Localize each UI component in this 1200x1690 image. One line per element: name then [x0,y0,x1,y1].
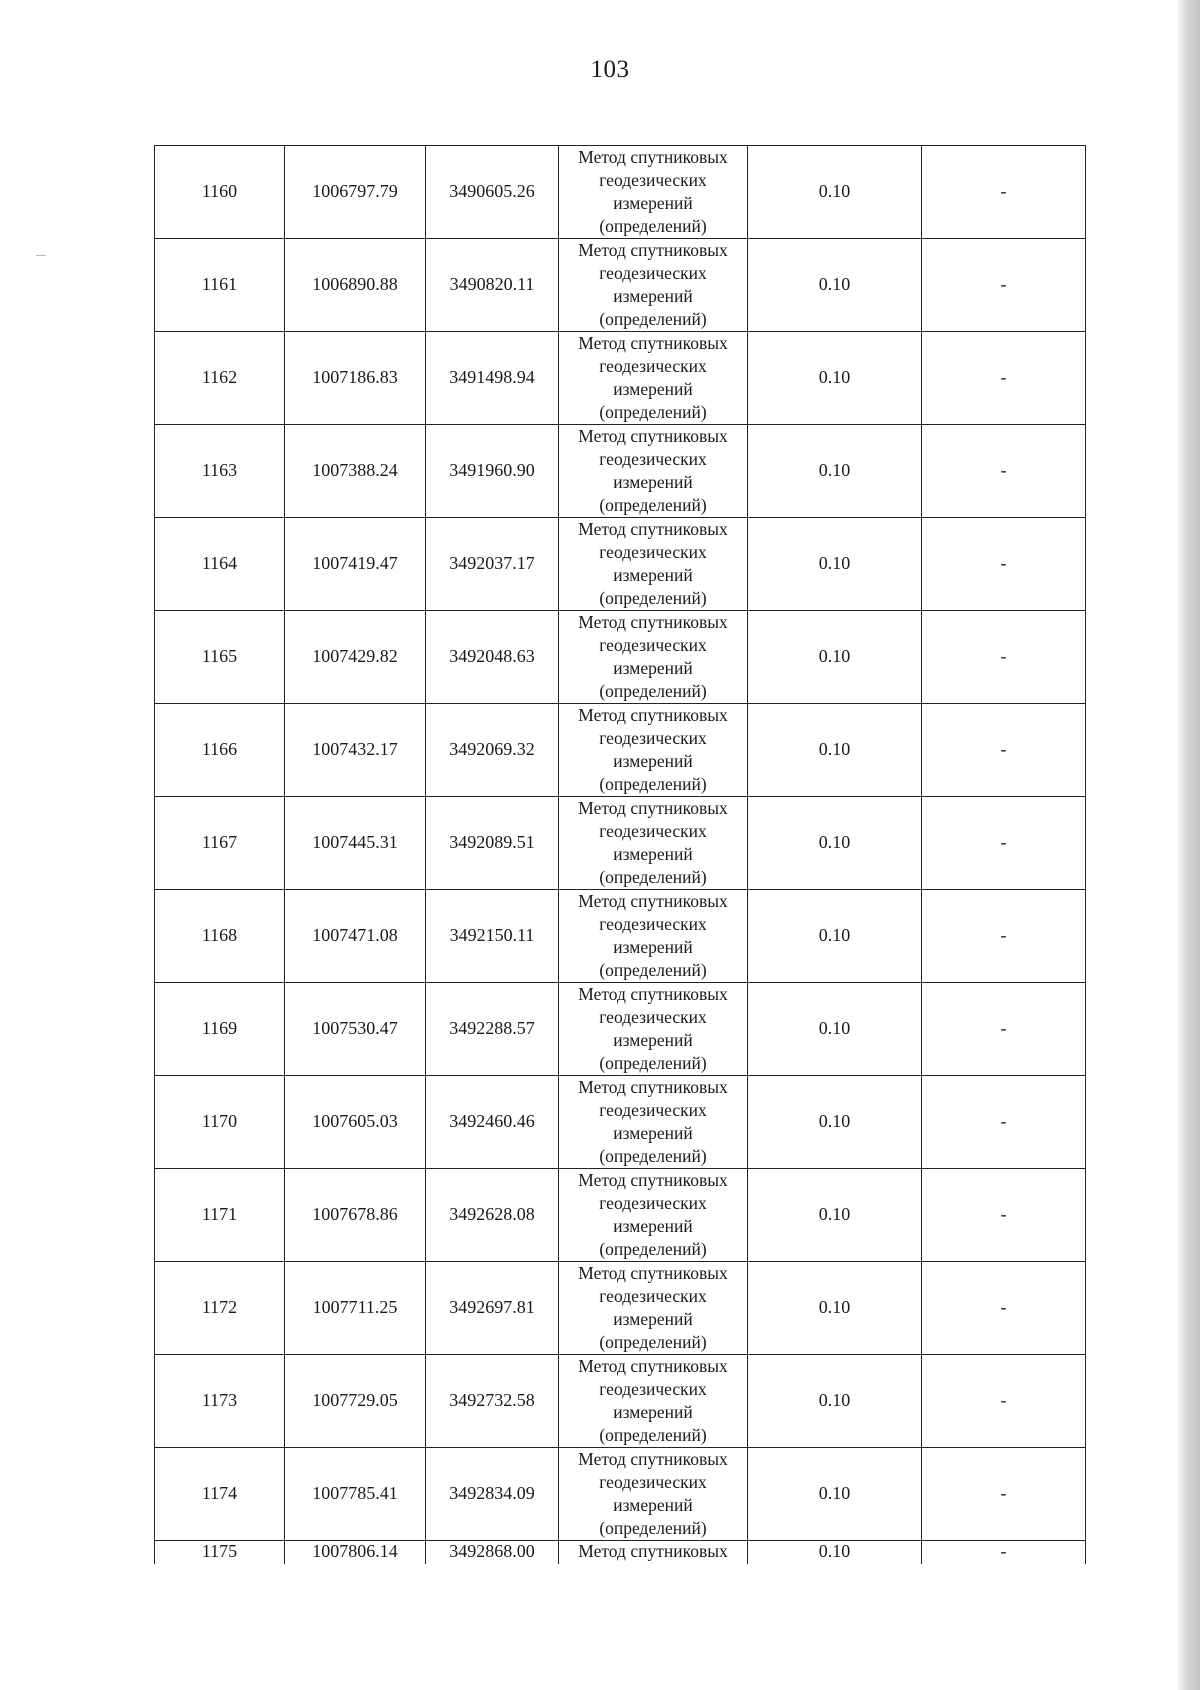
method-line: Метод спутниковых [578,891,728,911]
x-coordinate-cell: 1007432.17 [285,704,426,797]
point-number-cell: 1175 [155,1541,285,1565]
point-number-cell: 1163 [155,425,285,518]
method-line: (определений) [599,309,707,329]
x-coordinate-cell: 1007429.82 [285,611,426,704]
method-line: измерений [613,751,693,771]
accuracy-cell: 0.10 [748,1076,922,1169]
point-number-cell: 1171 [155,1169,285,1262]
method-line: измерений [613,1402,693,1422]
method-line: Метод спутниковых [578,333,728,353]
y-coordinate-cell: 3492069.32 [426,704,559,797]
method-line: измерений [613,193,693,213]
accuracy-cell: 0.10 [748,1355,922,1448]
method-line: (определений) [599,774,707,794]
point-number-cell: 1162 [155,332,285,425]
method-line: Метод спутниковых [578,240,728,260]
method-cell [559,1355,748,1448]
method-line: Метод спутниковых [578,705,728,725]
method-line: Метод спутниковых [578,1449,728,1469]
method-line: (определений) [599,867,707,887]
x-coordinate-cell: 1007530.47 [285,983,426,1076]
point-number-cell: 1169 [155,983,285,1076]
x-coordinate-cell: 1007785.41 [285,1448,426,1541]
note-cell: - [922,983,1086,1076]
table-row [155,425,1086,518]
method-line: геодезических [599,263,707,283]
y-coordinate-cell: 3491960.90 [426,425,559,518]
method-cell [559,518,748,611]
x-coordinate-cell: 1007471.08 [285,890,426,983]
accuracy-cell: 0.10 [748,1448,922,1541]
note-cell: - [922,1448,1086,1541]
accuracy-cell: 0.10 [748,146,922,239]
method-cell [559,425,748,518]
x-coordinate-cell: 1007186.83 [285,332,426,425]
point-number-cell: 1164 [155,518,285,611]
table-body [155,146,1086,1565]
method-line: измерений [613,1030,693,1050]
accuracy-cell: 0.10 [748,983,922,1076]
method-line: (определений) [599,1518,707,1538]
method-line: геодезических [599,1472,707,1492]
table-row [155,611,1086,704]
method-cell [559,797,748,890]
accuracy-cell: 0.10 [748,425,922,518]
method-cell [559,704,748,797]
scan-artifact [36,255,46,256]
y-coordinate-cell: 3492048.63 [426,611,559,704]
method-line: геодезических [599,821,707,841]
table-row [155,239,1086,332]
table-row [155,890,1086,983]
y-coordinate-cell: 3492037.17 [426,518,559,611]
y-coordinate-cell: 3491498.94 [426,332,559,425]
method-line: геодезических [599,542,707,562]
y-coordinate-cell: 3492089.51 [426,797,559,890]
accuracy-cell: 0.10 [748,239,922,332]
x-coordinate-cell: 1007711.25 [285,1262,426,1355]
table-row [155,1355,1086,1448]
method-line: измерений [613,937,693,957]
method-line: Метод спутниковых [578,1263,728,1283]
note-cell: - [922,797,1086,890]
method-line: (определений) [599,495,707,515]
note-cell: - [922,1355,1086,1448]
table-row [155,1169,1086,1262]
x-coordinate-cell: 1007445.31 [285,797,426,890]
x-coordinate-cell: 1007419.47 [285,518,426,611]
point-number-cell: 1166 [155,704,285,797]
y-coordinate-cell: 3492150.11 [426,890,559,983]
method-line: геодезических [599,635,707,655]
method-cell [559,1541,748,1565]
method-line: измерений [613,844,693,864]
method-line: Метод спутниковых [578,1356,728,1376]
point-number-cell: 1174 [155,1448,285,1541]
table-row [155,1541,1086,1565]
method-cell [559,1169,748,1262]
note-cell: - [922,332,1086,425]
method-line: (определений) [599,681,707,701]
note-cell: - [922,1076,1086,1169]
y-coordinate-cell: 3492868.00 [426,1541,559,1565]
method-cell [559,239,748,332]
method-line: Метод спутниковых [578,426,728,446]
table-row [155,983,1086,1076]
note-cell: - [922,890,1086,983]
method-line: геодезических [599,1193,707,1213]
method-line: Метод спутниковых [578,1170,728,1190]
accuracy-cell: 0.10 [748,797,922,890]
point-number-cell: 1165 [155,611,285,704]
table-row [155,518,1086,611]
method-line: Метод спутниковых [578,1541,728,1561]
method-line: (определений) [599,1146,707,1166]
method-line: геодезических [599,1007,707,1027]
point-number-cell: 1167 [155,797,285,890]
method-line: геодезических [599,449,707,469]
point-number-cell: 1168 [155,890,285,983]
method-line: геодезических [599,914,707,934]
table-row [155,146,1086,239]
method-line: Метод спутниковых [578,519,728,539]
method-line: измерений [613,565,693,585]
y-coordinate-cell: 3492628.08 [426,1169,559,1262]
method-line: геодезических [599,1379,707,1399]
point-number-cell: 1161 [155,239,285,332]
note-cell: - [922,425,1086,518]
method-line: измерений [613,286,693,306]
note-cell: - [922,1541,1086,1565]
method-cell [559,611,748,704]
page-number: 103 [590,56,630,83]
point-number-cell: 1160 [155,146,285,239]
accuracy-cell: 0.10 [748,1169,922,1262]
x-coordinate-cell: 1007806.14 [285,1541,426,1565]
note-cell: - [922,1169,1086,1262]
point-number-cell: 1170 [155,1076,285,1169]
method-line: измерений [613,1123,693,1143]
accuracy-cell: 0.10 [748,1541,922,1565]
method-line: измерений [613,1216,693,1236]
note-cell: - [922,611,1086,704]
method-line: геодезических [599,728,707,748]
table-row [155,332,1086,425]
y-coordinate-cell: 3492460.46 [426,1076,559,1169]
coordinates-table [154,145,1086,1564]
method-line: геодезических [599,356,707,376]
method-line: (определений) [599,1239,707,1259]
method-line: Метод спутниковых [578,147,728,167]
accuracy-cell: 0.10 [748,1262,922,1355]
y-coordinate-cell: 3490605.26 [426,146,559,239]
y-coordinate-cell: 3490820.11 [426,239,559,332]
table-row [155,797,1086,890]
x-coordinate-cell: 1007388.24 [285,425,426,518]
point-number-cell: 1172 [155,1262,285,1355]
method-line: геодезических [599,1286,707,1306]
y-coordinate-cell: 3492697.81 [426,1262,559,1355]
table-row [155,1262,1086,1355]
method-line: измерений [613,472,693,492]
scan-page-edge [1178,0,1200,1690]
table-row [155,1448,1086,1541]
method-line: (определений) [599,1425,707,1445]
method-cell [559,1262,748,1355]
method-cell [559,332,748,425]
accuracy-cell: 0.10 [748,704,922,797]
method-cell [559,1076,748,1169]
x-coordinate-cell: 1007605.03 [285,1076,426,1169]
y-coordinate-cell: 3492732.58 [426,1355,559,1448]
method-line: измерений [613,379,693,399]
y-coordinate-cell: 3492288.57 [426,983,559,1076]
method-line: Метод спутниковых [578,612,728,632]
method-cell [559,1448,748,1541]
x-coordinate-cell: 1007678.86 [285,1169,426,1262]
accuracy-cell: 0.10 [748,332,922,425]
method-line: (определений) [599,588,707,608]
note-cell: - [922,239,1086,332]
method-line: (определений) [599,960,707,980]
x-coordinate-cell: 1006797.79 [285,146,426,239]
method-line: Метод спутниковых [578,798,728,818]
method-line: геодезических [599,1100,707,1120]
accuracy-cell: 0.10 [748,611,922,704]
point-number-cell: 1173 [155,1355,285,1448]
accuracy-cell: 0.10 [748,518,922,611]
note-cell: - [922,704,1086,797]
method-line: Метод спутниковых [578,1077,728,1097]
method-line: Метод спутниковых [578,984,728,1004]
method-cell [559,983,748,1076]
method-cell [559,146,748,239]
y-coordinate-cell: 3492834.09 [426,1448,559,1541]
method-line: (определений) [599,216,707,236]
method-line: измерений [613,1495,693,1515]
x-coordinate-cell: 1007729.05 [285,1355,426,1448]
note-cell: - [922,1262,1086,1355]
x-coordinate-cell: 1006890.88 [285,239,426,332]
method-line: геодезических [599,170,707,190]
method-line: измерений [613,658,693,678]
method-line: (определений) [599,1053,707,1073]
method-line: (определений) [599,1332,707,1352]
table-row [155,704,1086,797]
note-cell: - [922,518,1086,611]
method-cell [559,890,748,983]
note-cell: - [922,146,1086,239]
accuracy-cell: 0.10 [748,890,922,983]
method-line: (определений) [599,402,707,422]
method-line: измерений [613,1309,693,1329]
table-row [155,1076,1086,1169]
